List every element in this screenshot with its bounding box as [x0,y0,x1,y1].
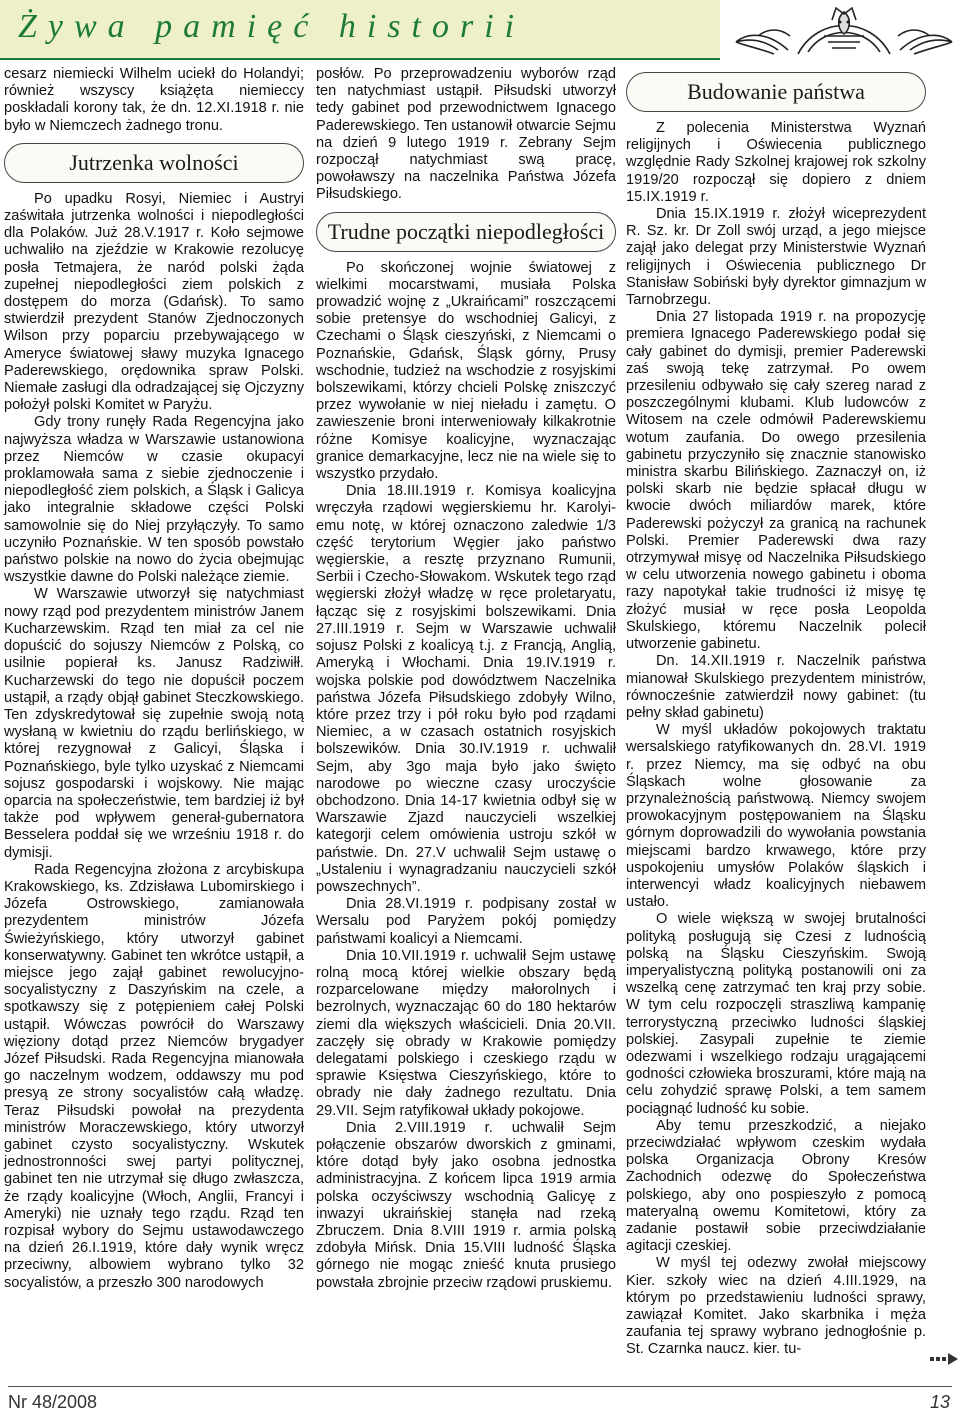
paragraph: posłów. Po przeprowadzeniu wyborów rząd ten natychmiast ustąpił. Piłsudski utworzył tedy gabinet pod przewodnictwem Ignacego Paderewskiego. Ten ustanowił otwarcie Sejmu na dzień 9 lutego 1919 r. Zebrany Sejm rozpoczął natychmiast swą pracę, powoławszy na naczelnika Państwa Józefa Piłsudskiego. [316,66,616,203]
paragraph: O wiele większą w swojej brutalności polityką posługują się Czesi z ludnością polską na Śląsku Cieszyńskim. Swoją imperyalistyczną polityką postanowili oni za wszelką cenę zatrzymać ten kraj przy sobie. W tym celu rozpoczęli straszliwą kampanię terrorystyczną przeciwko ludności śląskiej polskiej. Zasypali zupełnie te ziemie odezwami i wszelkiego rodzaju urągającemi godności człowieka broszurami, które mają na celu zohydzić sprawę Polski, a tem samem pociągnąć ludność ku sobie. [626,911,926,1117]
paragraph: cesarz niemiecki Wilhelm uciekł do Holandyi; również wszyscy książęta niemieccy poskładali korony tak, że dn. 12.XI.1918 r. nie było w Niemczech żadnego tronu. [4,66,304,134]
header-bar [0,0,720,60]
paragraph: Rada Regencyjna złożona z arcybiskupa Krakowskiego, ks. Zdzisława Lubomirskiego i Józefa Ostrowskiego, zamianowała prezydentem ministrów Józefa Świeżyńskiego, który utworzył gabinet konserwatywny. Gabinet ten wkrótce ustąpił, a miejsce jego zajął gabinet rewolucyjno-socyalistyczny z Daszyńskim na czele, a spotkawszy się z potępieniem całej Polski ustąpił. Wówczas powrócił do Warszawy więziony dotąd przez Niemców brygadyer Józef Piłsudski. Rada Regencyjna mianowała go naczelnym wodzem, oddawszy mu pod presyą ze strony socyalistów całą władzę. Teraz Piłsudski powołał na prezydenta ministrów Moraczewskiego, który utworzył gabinet czysto socyalistyczny. Wskutek jednostronności swej partyi politycznej, gabinet ten nie utrzymał się długo zwłaszcza, że rządy koalicyjne (Włoch, Anglii, Francyi i Ameryki) nie uznały tego rządu. Rząd ten rozpisał wybory do Sejmu ustawodawczego na dzień 26.I.1919, które dały wynik wręcz przeciwny, albowiem wybrano tylko 32 socyalistów, a przeszło 300 narodowych [4,861,304,1291]
footer-divider [8,1386,952,1387]
paragraph: Dnia 27 listopada 1919 r. na propozycję premiera Ignacego Paderewskiego podał się cały gabinet do dymisji, premier Paderewski zaś swoją tekę zatrzymał. Po owem przesileniu odbywało się cały szereg narad z poszczególnymi klubami. Klub ludowców z Witosem na czele odmówił Paderewskiemu wotum zaufania. Do owego przesilenia gabinetu przyczyniło się znacznie stanowisko ministra skarbu Bilińskiego. Zaznaczył on, iż polski skarb nie będzie spłacał długu w kwocie dwóch miliardów marek, które Paderewski pożyczył za granicą na rachunek Polski. Premier Paderewski dwa razy otrzymywał misyę od Naczelnika Piłsudskiego w celu utworzenia nowego gabinetu i oboma razy napotykał takie trudności iż misyę tę złożyć musiał w ręce posła Leopolda Skulskiego, któremu Naczelnik polecił utworzenie gabinetu. [626,309,926,653]
page-number: 13 [929,1392,950,1412]
paragraph: Po skończonej wojnie światowej z wielkimi mocarstwami, musiała Polska prowadzić wojnę z „Ukraińcami” roszczącemi sobie pretensye do wschodniej Galicyi, z Czechami o Śląsk cieszyński, z Niemcami o Poznańskie, Gdańsk, Śląsk górny, Prusy wschodnie, tudzież na wschodzie z rosyjskimi bolszewikami, którzy chcieli Polskę zniszczyć przez wywołanie w niej nieładu i zamętu. O zawieszenie broni interweniowały kilkakrotnie różne Komisye koalicyjne, wyznaczając granice demarkacyjne, lecz nie na wiele się to wszystko przydało. [316,259,616,483]
section-title-budowanie: Budowanie państwa [626,72,926,112]
paragraph: Dnia 28.VI.1919 r. podpisany został w Wersalu pod Paryżem pokój pomiędzy państwami koalicyi a Niemcami. [316,896,616,947]
page-footer [0,1386,960,1415]
continue-arrow-icon [930,1352,958,1366]
eagle-emblem-icon [728,2,960,62]
paragraph: Po upadku Rosyi, Niemiec i Austryi zaświtała jutrzenka wolności i niepodległości dla Polaków. Już 28.V.1917 r. Koło sejmowe uchwaliło na zjeździe w Krakowie rezolucyę posła Tetmajera, że naród polski żąda zupełnej niepodległości ziem polskich z dostępem do morza (Gdańsk). To samo stwierdził prezydent Stanów Zjednoczonych Wilson przy poparciu przebywającego w Ameryce światowej sławy muzyka Ignacego Paderewskiego, orędownika spraw Polski. Niemałe zasługi dla odradzającej się Ojczyzny położył polski Komitet w Paryżu. [4,190,304,414]
paragraph: Gdy trony runęły Rada Regencyjna jako najwyższa władza w Warszawie ustanowiona przez Niemców w czasie okupacyi proklamowała sama z siebie zjednoczenie i niepodległość ziem polskich, a Śląsk i Galicya jako integralnie składowe części Polski samowolnie się do Niej przyłączyły. To samo uczyniło Poznańskie. W ten sposób powstało państwo polskie na nowo do życia obejmując wszystkie dawne do Polski należące ziemie. [4,414,304,586]
paragraph: Dnia 10.VII.1919 r. uchwalił Sejm ustawę rolną mocą której wielkie obszary będą rozparcelowane między małorolnych i bezrolnych, wyznaczając 60 do 180 hektarów ziemi dla większych właścicieli. Dnia 20.VII. zaczęły się obrady w Krakowie pomiędzy delegatami polskiego i czeskiego rządu w sprawie Księstwa Cieszyńskiego, które to obrady nie dały żadnego rezultatu. Dnia 29.VII. Sejm ratyfikował układy pokojowe. [316,947,616,1119]
issue-number: Nr 48/2008 [8,1392,98,1412]
page-header [0,0,960,64]
column-2 [316,66,616,1292]
column-3 [626,66,926,1359]
paragraph: W myśl tej odezwy zwołał miejscowy Kier. szkoły wiec na dzień 4.III.1929, na którym po przedstawieniu ludności sprawy, zawiązał Komitet. Jako skarbnika i męża zaufania tej sprawy wybrano jednogłośnie p. St. Czarnka naucz. kier. tu- [626,1255,926,1358]
section-title-jutrzenka: Jutrzenka wolności [4,143,304,183]
column-1 [4,66,304,1292]
paragraph: Z polecenia Ministerstwa Wyznań religijnych i Oświecenia publicznego względnie Rady Szkolnej krajowej rok szkolny 1919/20 rozpoczął się dopiero z dniem 15.IX.1919 r. [626,120,926,205]
paragraph: Dnia 18.III.1919 r. Komisya koalicyjna wręczyła rządowi węgierskiemu hr. Karolyi-emu notę, w której oznaczono zaledwie 1/3 część terytorium Węgier jako państwo węgierskie, a resztę przyznano Rumunii, Serbii i Czecho-Słowakom. Wskutek tego rząd węgierski złożył władzę w ręce proletaryatu, łącząc się z rosyjskimi bolszewikami. Dnia 27.III.1919 r. Sejm w Warszawie uchwalił sojusz Polski z koalicyą t.j. z Francją, Anglią, Ameryką i Włochami. Dnia 19.IV.1919 r. wojska polskie pod dowództwem Naczelnika państwa Józefa Piłsudskiego zdobyły Wilno, które przez trzy i pół roku było pod rządami Niemiec, a w czasach ostatnich rosyjskich bolszewików. Dnia 30.IV.1919 r. uchwalił Sejm, aby 3go maja było jako święto narodowe po wieczne czasy uroczyście obchodzono. Dnia 14-17 kwietnia odbył się w Warszawie Zjazd nauczycieli wszelkiej kategorji celem omówienia ustroju szkół w państwie. Dn. 27.V uchwalił Sejm ustawę o „Ustaleniu i wynagradzaniu nauczycieli szkół powszechnych”. [316,483,616,895]
paragraph: Dn. 14.XII.1919 r. Naczelnik państwa mianował Skulskiego prezydentem ministrów, równocześnie zatwierdził nowy gabinet: (tu pełny skład gabinetu) [626,653,926,721]
section-title-trudne: Trudne początki niepodległości [316,212,616,252]
paragraph: W Warszawie utworzył się natychmiast nowy rząd pod prezydentem ministrów Janem Kucharzewskim. Rząd ten miał za cel nie dopuścić do sojuszy Niemców z Polską, co usilnie popierał ks. Janusz Radziwiłł. Kucharzewski do tego nie dopuścił poczem ustąpił, a rządy objął gabinet Steczkowskiego. Ten zdyskredytował się zupełnie swoją notą wysłaną w kwietniu do rządu berlińskiego, w której rezygnował z Galicyi, Śląska i Poznańskiego, byle tylko uzyskać z Niemcami sojusz gospodarski i wojskowy. Nie mając oparcia na społeczeństwie, tem bardziej iż był także pod wpływem generał-gubernatora Besselera poddał się we wrześniu 1918 r. do dymisji. [4,586,304,861]
paragraph: W myśl układów pokojowych traktatu wersalskiego ratyfikowanych dn. 28.VI. 1919 r. przez Niemcy, ma się odbyć na obu Śląskach wolne głosowanie za przynależnością państwową. Niemcy swojem prowokacyjnym postępowaniem na Śląsku górnym doprowadzili do wywołania powstania miejscami bardzo krwawego, które przy uspokojeniu umysłów Polaków śląskich i interwencyi władz koalicyjnych niebawem ustało. [626,722,926,911]
page-title: Żywa pamięć historii [18,8,526,45]
paragraph: Dnia 2.VIII.1919 r. uchwalił Sejm połączenie obszarów dworskich z gminami, które dotąd były jako osobna jednostka administracyjna. Z końcem lipca 1919 armia polska oczyściwszy wschodnią Galicyę z inwazyi ukraińskiej stanęła nad rzeką Zbruczem. Dnia 8.VIII 1919 r. armia polską zdobyła Mińsk. Dnia 15.VIII ludność Śląska górnego nie mogąc znieść knuta prusiego powstała zbrojnie przeciw rządowi pruskiemu. [316,1119,616,1291]
paragraph: Aby temu przeszkodzić, a niejako przeciwdziałać wpływom czeskim wydała polska Organizacja Obrony Kresów Zachodnich odezwę do Społeczeństwa polskiego, aby ono pospieszyło z pomocą materyalną owemu Komitetowi, który za zadanie postawił sobie przeciwdziałanie agitacji czeskiej. [626,1117,926,1255]
paragraph: Dnia 15.IX.1919 r. złożył wiceprezydent R. Sz. kr. Dr Zoll swój urząd, a jego miejsce zajął jako delegat przy Ministerstwie Wyznań religijnych i Oświecenia publicznego Dr Stanisław Sobiński były dyrektor gimnazjum w Tarnobrzegu. [626,206,926,309]
